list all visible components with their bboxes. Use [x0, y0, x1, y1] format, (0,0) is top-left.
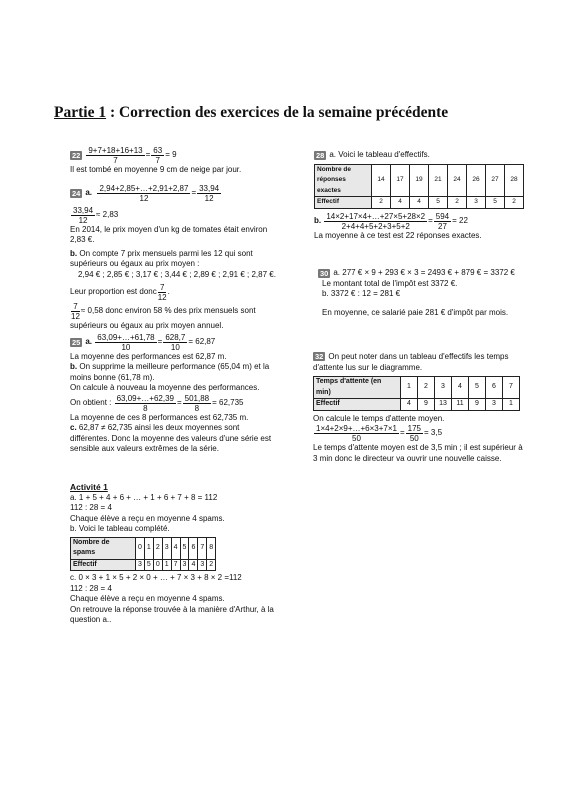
table-header: Effectif — [314, 399, 401, 411]
numerator: 33,94 — [199, 183, 220, 193]
activity-line: Chaque élève a reçu en moyenne 4 spams. — [70, 594, 225, 603]
denominator: 50 — [409, 434, 419, 443]
fraction — [97, 184, 190, 203]
question-b-label: b. — [70, 248, 78, 258]
table-cell: 5 — [144, 559, 153, 571]
table-cell: 24 — [448, 164, 467, 197]
page-title — [54, 104, 448, 122]
exercise-22-text: Il est tombé en moyenne 9 cm de neige par jour. — [70, 165, 242, 174]
numerator: 9+7+18+16+13 — [88, 146, 143, 155]
result: = 3,5 — [424, 428, 443, 438]
question-b-label: b. — [70, 362, 78, 371]
result: = 22 — [452, 215, 468, 225]
exercise-30 — [318, 268, 528, 318]
table-cell: 5 — [429, 197, 448, 209]
numerator: 7 — [73, 302, 78, 311]
exercise-25-text-2: On calcule à nouveau la moyenne des performances. — [70, 383, 260, 392]
table-cell: 3 — [136, 559, 145, 571]
activity-line: 112 : 28 = 4 — [70, 583, 112, 593]
exercise-24-conclusion: supérieurs ou égaux au prix moyen annuel. — [70, 321, 224, 330]
text: 62,87 ≠ 62,735 ainsi les deux moyennes sont différentes. Donc la moyenne des valeurs d'une série est sensible aux valeurs extrêmes de la série. — [70, 423, 272, 453]
fraction — [71, 302, 80, 321]
text: . — [167, 287, 170, 297]
table-cell: 26 — [467, 164, 486, 197]
exercise-25-formula-2 — [70, 394, 276, 413]
exercise-24-approx — [70, 206, 276, 225]
denominator: 27 — [438, 221, 447, 231]
fraction — [95, 333, 156, 352]
table-cell: 3 — [486, 399, 503, 411]
table-cell: 2 — [207, 559, 216, 571]
exercise-32-formula — [313, 424, 527, 443]
table-cell: 7 — [503, 377, 520, 399]
numerator: 63 — [153, 146, 163, 155]
exercise-number: 25 — [72, 337, 81, 347]
table-cell: 5 — [486, 197, 505, 209]
price-list: 2,94 € ; 2,85 € ; 3,17 € ; 3,44 € ; 2,89 € ; 2,91 € ; 2,87 €. — [78, 269, 276, 279]
text: a. Voici le tableau d'effectifs. — [329, 150, 430, 159]
table-cell: 21 — [429, 164, 448, 197]
exercise-25-text: La moyenne des performances est 62,87 m. — [70, 351, 227, 361]
equals: = — [176, 397, 182, 407]
table-cell: 1 — [162, 559, 171, 571]
exercise-32-intro — [313, 352, 527, 373]
table-cell: 17 — [391, 164, 410, 197]
fraction — [406, 424, 423, 443]
exercise-28-heading — [314, 150, 524, 161]
table-cell: 1 — [401, 377, 418, 399]
table-row — [314, 377, 520, 399]
exercise-number: 24 — [72, 188, 81, 198]
fraction — [151, 146, 164, 165]
numerator: 175 — [407, 424, 421, 433]
equals: = — [157, 336, 163, 346]
question-b-label: b. — [314, 215, 322, 225]
fraction — [314, 424, 399, 443]
table-cell: 9 — [469, 399, 486, 411]
exercise-32-conclusion: Le temps d'attente moyen est de 3,5 min ; il est supérieur à 3 min donc le directeur va ouvrir une nouvelle caisse. — [313, 443, 523, 463]
table-cell: 4 — [410, 197, 429, 209]
table-row — [314, 399, 520, 411]
table-cell: 5 — [180, 537, 189, 559]
equals: = — [145, 150, 151, 160]
activity-line: c. 0 × 3 + 1 × 5 + 2 × 0 + … + 7 × 3 + 8 × 2 =112 — [70, 573, 242, 582]
table-cell: 13 — [435, 399, 452, 411]
exercise-24-formula — [70, 184, 276, 203]
numerator: 594 — [435, 211, 450, 221]
table-cell: 4 — [391, 197, 410, 209]
table-cell: 3 — [180, 559, 189, 571]
text: On peut noter dans un tableau d'effectifs les temps d'attente lus sur le diagramme. — [313, 352, 509, 372]
equals: = — [428, 215, 433, 225]
table-cell: 2 — [505, 197, 524, 209]
exercise-22-formula — [70, 146, 276, 165]
table-cell: 3 — [198, 559, 207, 571]
table-header: Effectif — [71, 559, 136, 571]
denominator: 2+4+4+5+2+3+5+2 — [341, 221, 410, 231]
activity-line: a. 1 + 5 + 4 + 6 + … + 1 + 6 + 7 + 8 = 112 — [70, 492, 218, 502]
result: = 62,735 — [212, 397, 244, 407]
title-text: : Correction des exercices de la semaine précédente — [106, 104, 449, 121]
denominator: 50 — [352, 434, 361, 443]
numerator: 14×2+17×4+…+27×5+28×2 — [326, 211, 426, 221]
table-cell: 2 — [448, 197, 467, 209]
exercise-30-line — [318, 268, 528, 279]
denominator: 12 — [157, 293, 167, 302]
fraction — [158, 283, 167, 302]
table-row — [315, 164, 524, 197]
table-cell: 3 — [162, 537, 171, 559]
numerator: 2,94+2,85+…+2,91+2,87 — [99, 183, 189, 193]
part-label: Partie 1 — [54, 104, 107, 121]
exercise-24-text: En 2014, le prix moyen d'un kg de tomates était environ 2,83 €. — [70, 224, 268, 244]
text: On obtient : — [70, 397, 112, 407]
table-cell: 4 — [452, 377, 469, 399]
left-column — [70, 146, 276, 455]
table-row — [71, 559, 216, 571]
exercise-30-text: b. 3372 € : 12 = 281 € — [322, 289, 401, 298]
table-cell: 0 — [136, 537, 145, 559]
table-cell: 5 — [469, 377, 486, 399]
denominator: 12 — [139, 193, 149, 203]
fraction — [163, 333, 187, 352]
numerator: 501,88 — [184, 393, 210, 403]
fraction — [86, 146, 144, 165]
numerator: 1×4+2×9+…+6×3+7×1 — [316, 424, 397, 433]
result: = 62,87 — [188, 336, 216, 346]
exercise-number: 22 — [72, 151, 81, 160]
exercise-32 — [313, 352, 527, 464]
text: ≈ 0,58 donc environ 58 % des prix mensuels sont — [80, 306, 256, 316]
exercise-number: 32 — [315, 352, 324, 362]
question-c-label: c. — [70, 423, 77, 432]
table-cell: 7 — [171, 559, 180, 571]
exercise-25-text-3: La moyenne de ces 8 performances est 62,735 m. — [70, 412, 249, 422]
table-cell: 6 — [189, 537, 198, 559]
text: a. 277 € × 9 + 293 € × 3 = 2493 € + 879 € = 3372 € — [333, 268, 515, 277]
result: = 9 — [165, 150, 177, 160]
table-cell: 3 — [435, 377, 452, 399]
table-cell: 2 — [153, 537, 162, 559]
table-cell: 0 — [153, 559, 162, 571]
table-header: Nombre de réponses exactes — [315, 164, 372, 197]
table-cell: 9 — [418, 399, 435, 411]
table-cell: 8 — [207, 537, 216, 559]
table-cell: 4 — [401, 399, 418, 411]
exercise-number: 28 — [316, 150, 325, 160]
table-cell: 1 — [503, 399, 520, 411]
fraction — [324, 212, 427, 231]
exercise-number: 30 — [320, 268, 329, 278]
activity-line: b. Voici le tableau complété. — [70, 524, 170, 533]
equals: = — [399, 428, 405, 438]
answers-table — [314, 164, 524, 209]
table-cell: 6 — [486, 377, 503, 399]
exercise-25-formula — [70, 333, 276, 352]
exercise-28-conclusion: La moyenne à ce test est 22 réponses exactes. — [314, 230, 482, 240]
table-cell: 7 — [198, 537, 207, 559]
exercise-28 — [314, 150, 524, 241]
table-cell: 3 — [467, 197, 486, 209]
text: Leur proportion est donc — [70, 287, 157, 297]
numerator: 7 — [159, 283, 165, 292]
wait-time-table — [313, 376, 520, 411]
fraction — [115, 394, 176, 413]
activity-line: 112 : 28 = 4 — [70, 503, 112, 512]
table-header: Nombre de spams — [71, 537, 136, 559]
result: ≈ 2,83 — [96, 209, 119, 219]
denominator: 12 — [71, 312, 80, 321]
equals: = — [191, 187, 197, 197]
fraction — [197, 184, 221, 203]
numerator: 63,09+…+61,78 — [97, 332, 155, 342]
table-cell: 4 — [171, 537, 180, 559]
exercise-24-percent — [70, 302, 276, 321]
table-cell: 1 — [144, 537, 153, 559]
text: On compte 7 prix mensuels parmi les 12 qui sont supérieurs ou égaux au prix moyen : — [70, 248, 253, 268]
denominator: 10 — [121, 342, 131, 352]
activity-line: On retrouve la réponse trouvée à la manière d'Arthur, à la question a.. — [70, 604, 274, 624]
activity-line: Chaque élève a reçu en moyenne 4 spams. — [70, 513, 225, 523]
table-cell: 2 — [418, 377, 435, 399]
denominator: 8 — [143, 403, 148, 413]
table-cell: 19 — [410, 164, 429, 197]
activity-title: Activité 1 — [70, 482, 108, 492]
denominator: 12 — [204, 193, 214, 203]
fraction — [183, 394, 211, 413]
numerator: 63,09+…+62,39 — [116, 393, 174, 403]
table-cell: 14 — [372, 164, 391, 197]
table-cell: 28 — [505, 164, 524, 197]
exercise-30-text: Le montant total de l'impôt est 3372 €. — [322, 278, 458, 288]
question-a-label: a. — [85, 336, 93, 346]
exercise-30-text: En moyenne, ce salarié paie 281 € d'impôt par mois. — [322, 307, 509, 317]
text: On supprime la meilleure performance (65,04 m) et la moins bonne (61,78 m). — [70, 362, 270, 382]
fraction — [71, 206, 95, 225]
exercise-32-text: On calcule le temps d'attente moyen. — [313, 413, 445, 423]
table-header: Temps d'attente (en min) — [314, 377, 401, 399]
exercise-28-formula — [314, 212, 524, 231]
question-a-label: a. — [85, 187, 93, 197]
denominator: 7 — [113, 156, 118, 165]
table-row — [315, 197, 524, 209]
denominator: 8 — [194, 403, 200, 413]
table-header: Effectif — [315, 197, 372, 209]
exercise-24-proportion — [70, 283, 276, 302]
exercise-25-c — [70, 423, 276, 455]
table-cell: 11 — [452, 399, 469, 411]
denominator: 10 — [170, 342, 180, 352]
exercise-24-b — [70, 249, 276, 270]
denominator: 7 — [155, 156, 160, 165]
spam-table — [70, 537, 216, 572]
denominator: 12 — [78, 215, 88, 225]
table-cell: 4 — [189, 559, 198, 571]
table-cell: 2 — [372, 197, 391, 209]
exercise-25-b — [70, 362, 276, 383]
numerator: 628,7 — [165, 332, 186, 342]
table-cell: 27 — [486, 164, 505, 197]
fraction — [434, 212, 451, 231]
table-row — [71, 537, 216, 559]
activity-1 — [70, 482, 280, 626]
numerator: 33,94 — [73, 205, 94, 215]
